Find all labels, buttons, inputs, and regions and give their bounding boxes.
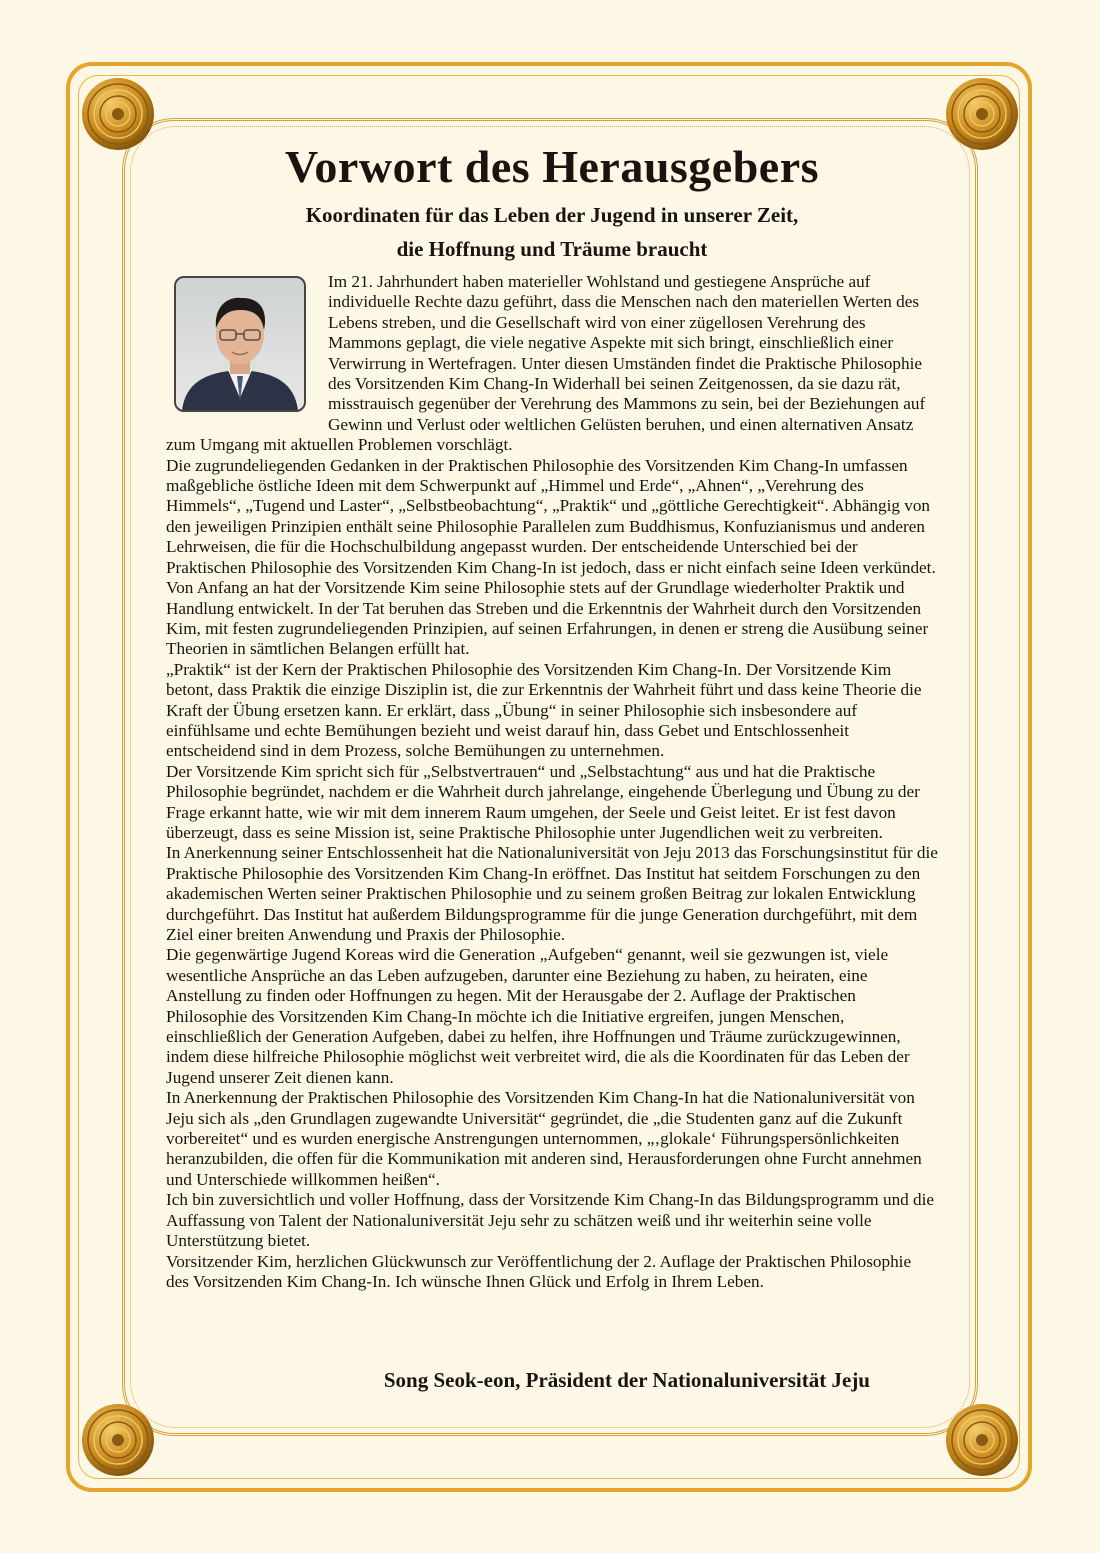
subtitle-line-1: Koordinaten für das Leben der Jugend in unserer Zeit, bbox=[305, 203, 799, 227]
paragraph: Ich bin zuversichtlich und voller Hoffnung, dass der Vorsitzende Kim Chang-In das Bildungsprogramm und die Auffassung von Talent der Nationaluniversität Jeju sehr zu schätzen weiß und ihr weiterhin seine volle Unterstützung bietet. bbox=[166, 1190, 935, 1251]
medal-ornament-top-right bbox=[944, 76, 1020, 152]
paragraph: Die gegenwärtige Jugend Koreas wird die Generation „Aufgeben“ genannt, weil sie gezwungen ist, viele wesentliche Ansprüche an das Leben aufzugeben, darunter eine Beziehung zu haben, zu heiraten, eine Anstellung zu finden oder Hoffnungen zu hegen. Mit der Herausgabe der 2. Auflage der Praktischen Philosophie des Vorsitzenden Kim Chang-In möchte ich die Initiative ergreifen, jungen Menschen, einschließlich der Generation Aufgeben, dabei zu helfen, ihre Hoffnungen und Träume zurückzugewinnen, indem diese hilfreiche Philosophie möglichst weit verbreitet wird, die als die Koordinaten für das Leben der Jugend unserer Zeit dienen kann. bbox=[166, 945, 910, 1087]
medal-ornament-bottom-left bbox=[80, 1402, 156, 1478]
page-title: Vorwort des Herausgebers bbox=[284, 141, 820, 192]
subtitle bbox=[166, 198, 938, 266]
paragraph: Der Vorsitzende Kim spricht sich für „Selbstvertrauen“ und „Selbstachtung“ aus und hat die Praktische Philosophie begründet, nachdem er die Wahrheit durch jahrelange, eingehende Überlegung und Übung zu der Frage erkannt hatte, wie wir mit dem innerem Raum umgehen, der Seele und Geist leitet. Er ist fest davon überzeugt, dass es seine Mission ist, seine Praktische Philosophie unter Jugendlichen weit zu verbreiten. bbox=[166, 761, 920, 842]
paragraph: In Anerkennung der Praktischen Philosophie des Vorsitzenden Kim Chang-In hat die Nationaluniversität von Jeju sich als „den Grundlagen zugewandte Universität“ gegründet, die „die Studenten ganz auf die Zukunft vorbereitet“ und es wurden energische Anstrengungen unternommen, „‚glokale‘ Führungspersönlichkeiten heranzubilden, die offen für die Kommunikation mit anderen sind, Herausforderungen ohne Furcht annehmen und Unterschiede willkommen heißen“. bbox=[166, 1088, 922, 1189]
medal-ornament-top-left bbox=[80, 76, 156, 152]
body-text bbox=[166, 272, 938, 1292]
paragraph: „Praktik“ ist der Kern der Praktischen Philosophie des Vorsitzenden Kim Chang-In. Der Vorsitzende Kim betont, dass Praktik die einzige Disziplin ist, die zur Erkenntnis der Wahrheit führt und dass keine Theorie die Kraft der Übung ersetzen kann. Er erklärt, dass „Übung“ in seiner Philosophie sich insbesondere auf einfühlsame und echte Bemühungen bezieht und weist darauf hin, dass Gebet und Entschlossenheit entscheidend sind in dem Prozess, solche Bemühungen zu unternehmen. bbox=[166, 659, 922, 761]
paragraph: Im 21. Jahrhundert haben materieller Wohlstand und gestiegene Ansprüche auf individuelle Rechte dazu geführt, dass die Menschen nach den materiellen Werten des Lebens streben, und die Gesellschaft wird von einer zügellosen Verehrung des Mammons geplagt, die viele negative Aspekte mit sich bringt, einschließlich einer Verwirrung in Wertefragen. Unter diesen Umständen findet die Praktische Philosophie des Vorsitzenden Kim Chang-In Widerhall bei seinen Zeitgenossen, da sie dazu rät, misstrauisch gegenüber der Verehrung des Mammons zu sein, bei der Beziehungen auf Gewinn und Verlust oder weltlichen Gelüsten beruhen, und einen alternativen Ansatz zum Umgang mit aktuellen Problemen vorschlägt. bbox=[166, 272, 926, 455]
signature: Song Seok-eon, Präsident der Nationaluniversität Jeju bbox=[383, 1368, 870, 1392]
subtitle-line-2: die Hoffnung und Träume braucht bbox=[396, 237, 708, 261]
person-portrait-icon bbox=[176, 278, 304, 410]
paragraph: In Anerkennung seiner Entschlossenheit hat die Nationaluniversität von Jeju 2013 das Forschungsinstitut für die Praktische Philosophie des Vorsitzenden Kim Chang-In eröffnet. Das Institut hat seitdem Forschungen zu den akademischen Werten seiner Praktischen Philosophie und zu seinem großen Beitrag zur lokalen Entwicklung durchgeführt. Das Institut hat außerdem Bildungsprogramme für die junge Generation durchgeführt, mit dem Ziel einer breiten Anwendung und Praxis der Philosophie. bbox=[166, 843, 938, 944]
author-portrait bbox=[174, 276, 306, 412]
paragraph: Vorsitzender Kim, herzlichen Glückwunsch zur Veröffentlichung der 2. Auflage der Praktischen Philosophie des Vorsitzenden Kim Chang-In. Ich wünsche Ihnen Glück und Erfolg in Ihrem Leben. bbox=[166, 1251, 912, 1291]
paragraph: Die zugrundeliegenden Gedanken in der Praktischen Philosophie des Vorsitzenden Kim Chang-In umfassen maßgebliche östliche Ideen mit dem Schwerpunkt auf „Himmel und Erde“, „Ahnen“, „Verehrung des Himmels“, „Tugend und Laster“, „Selbstbeobachtung“, „Praktik“ und „göttliche Gerechtigkeit“. Abhängig von den jeweiligen Prinzipien enthält seine Philosophie Parallelen zum Buddhismus, Konfuzianismus und anderen Lehrweisen, die für die Hochschulbildung angepasst wurden. Der entscheidende Unterschied bei der Praktischen Philosophie des Vorsitzenden Kim Chang-In ist jedoch, dass er nicht einfach seine Ideen verkündet. Von Anfang an hat der Vorsitzende Kim seine Philosophie stets auf der Grundlage wiederholter Praktik und Handlung entwickelt. In der Tat beruhen das Streben und die Erkenntnis der Wahrheit durch den Vorsitzenden Kim, mit festen zugrundeliegenden Prinzipien, auf seinen Erfahrungen, in denen er streng die Ausübung seiner Theorien in sämtlichen Belangen erfüllt hat. bbox=[166, 455, 936, 659]
medal-ornament-bottom-right bbox=[944, 1402, 1020, 1478]
content-area bbox=[166, 138, 938, 1292]
